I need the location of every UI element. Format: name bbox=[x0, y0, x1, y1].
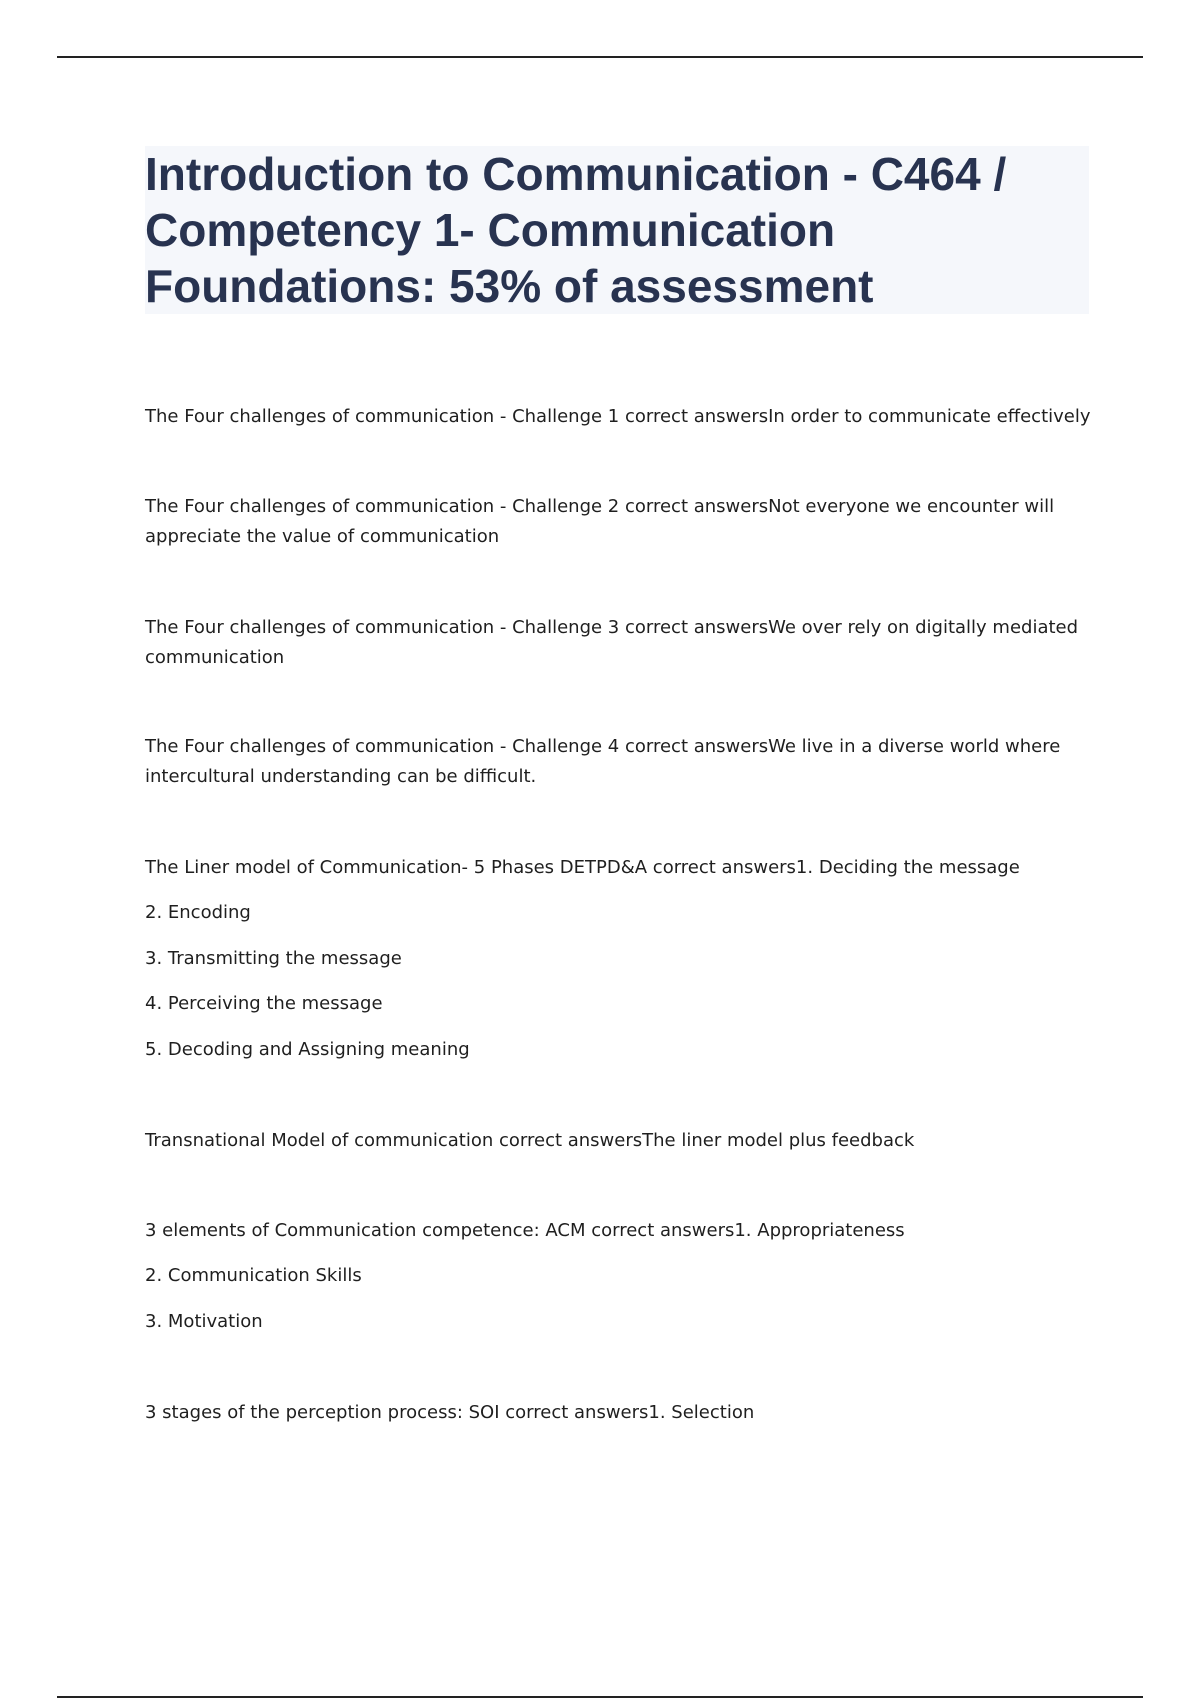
qa-entry bbox=[145, 1216, 1085, 1332]
entry-line: communication bbox=[145, 647, 285, 668]
title-line: Competency 1- Communication bbox=[145, 204, 836, 256]
title-line: Foundations: 53% of assessment bbox=[145, 260, 874, 312]
document-title bbox=[145, 146, 1089, 314]
title-box bbox=[145, 146, 1089, 314]
entry-line: Transnational Model of communication correct answersThe liner model plus feedback bbox=[145, 1130, 915, 1151]
top-rule bbox=[57, 56, 1143, 58]
list-item: 4. Perceiving the message bbox=[145, 993, 383, 1014]
list-item: 3. Motivation bbox=[145, 1311, 263, 1332]
qa-entry bbox=[145, 1398, 1085, 1428]
list-item: 2. Encoding bbox=[145, 902, 251, 923]
qa-entry bbox=[145, 402, 1091, 432]
qa-entry bbox=[145, 492, 1085, 552]
qa-entry bbox=[145, 853, 1085, 1060]
entry-line: The Four challenges of communication - Challenge 3 correct answersWe over rely on digitally mediated bbox=[145, 617, 1079, 638]
entry-line: appreciate the value of communication bbox=[145, 526, 500, 547]
qa-entry bbox=[145, 613, 1085, 673]
entry-line: The Liner model of Communication- 5 Phases DETPD&A correct answers1. Deciding the message bbox=[145, 857, 1020, 878]
qa-entry bbox=[145, 1126, 1085, 1156]
title-line: Introduction to Communication - C464 / bbox=[145, 148, 1007, 200]
list-item: 3. Transmitting the message bbox=[145, 948, 402, 969]
entry-line: 3 stages of the perception process: SOI correct answers1. Selection bbox=[145, 1402, 755, 1423]
list-item: 2. Communication Skills bbox=[145, 1265, 362, 1286]
entry-line: The Four challenges of communication - Challenge 1 correct answersIn order to communicate effectively bbox=[145, 406, 1091, 427]
qa-entry bbox=[145, 732, 1085, 792]
entry-line: intercultural understanding can be difficult. bbox=[145, 766, 537, 787]
entry-line: The Four challenges of communication - Challenge 4 correct answersWe live in a diverse world where bbox=[145, 736, 1061, 757]
entry-line: 3 elements of Communication competence: ACM correct answers1. Appropriateness bbox=[145, 1220, 905, 1241]
entry-line: The Four challenges of communication - Challenge 2 correct answersNot everyone we encounter will bbox=[145, 496, 1055, 517]
list-item: 5. Decoding and Assigning meaning bbox=[145, 1039, 470, 1060]
bottom-rule bbox=[57, 1696, 1143, 1698]
